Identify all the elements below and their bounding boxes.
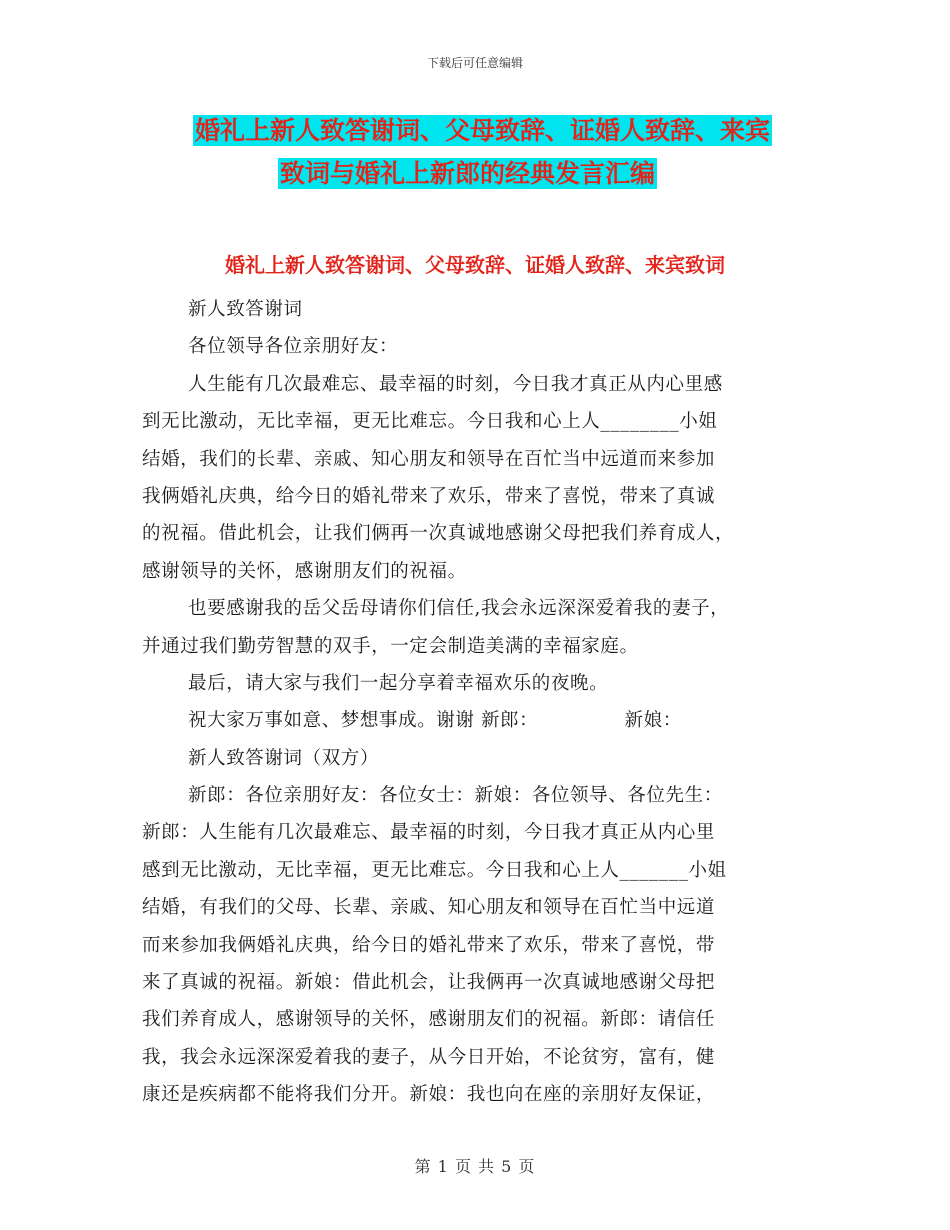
text-line: 新人致答谢词 xyxy=(188,299,303,320)
text-line: 新人致答谢词（双方） xyxy=(188,747,380,769)
text-line: 最后，请大家与我们一起分享着幸福欢乐的夜晚。 xyxy=(188,672,609,694)
title-line-2 xyxy=(278,157,657,191)
text-line: 康还是疾病都不能将我们分开。新娘：我也向在座的亲朋好友保证， xyxy=(142,1084,716,1106)
text-line: 结婚，有我们的父母、长辈、亲戚、知心朋友和领导在百忙当中远道 xyxy=(142,897,716,919)
text-line: 祝大家万事如意、梦想事成。谢谢 新郎： 新娘： xyxy=(188,710,682,732)
title-line-1 xyxy=(193,114,772,148)
text-line: 的祝福。借此机会，让我们俩再一次真诚地感谢父母把我们养育成人， xyxy=(142,523,735,545)
text-line: 来了真诚的祝福。新娘：借此机会，让我俩再一次真诚地感谢父母把 xyxy=(142,972,716,994)
text-line: 人生能有几次最难忘、最幸福的时刻，今日我才真正从内心里感 xyxy=(188,373,723,395)
section-heading: 婚礼上新人致答谢词、父母致辞、证婚人致辞、来宾致词 xyxy=(225,253,725,277)
text-line: 新郎：人生能有几次最难忘、最幸福的时刻，今日我才真正从内心里 xyxy=(142,822,716,844)
header-note: 下载后可任意编辑 xyxy=(426,56,523,70)
title-line-1-text: 婚礼上新人致答谢词、父母致辞、证婚人致辞、来宾 xyxy=(195,116,771,145)
text-line: 到无比激动，无比幸福，更无比难忘。今日我和心上人________小姐 xyxy=(142,411,718,433)
text-line: 我俩婚礼庆典，给今日的婚礼带来了欢乐，带来了喜悦，带来了真诚 xyxy=(142,485,716,507)
body-text xyxy=(142,291,802,1114)
text-line: 感谢领导的关怀，感谢朋友们的祝福。 xyxy=(142,560,467,582)
text-line: 结婚，我们的长辈、亲戚、知心朋友和领导在百忙当中远道而来参加 xyxy=(142,448,716,470)
text-line: 而来参加我俩婚礼庆典，给今日的婚礼带来了欢乐，带来了喜悦，带 xyxy=(142,934,716,956)
text-line: 也要感谢我的岳父岳母请你们信任,我会永远深深爱着我的妻子， xyxy=(188,598,730,620)
text-line: 新郎：各位亲朋好友：各位女士：新娘：各位领导、各位先生： xyxy=(188,785,723,807)
text-line: 我，我会永远深深爱着我的妻子，从今日开始，不论贫穷，富有，健 xyxy=(142,1046,716,1068)
text-line: 我们养育成人，感谢领导的关怀，感谢朋友们的祝福。新郎：请信任 xyxy=(142,1009,716,1031)
text-line: 感到无比激动，无比幸福，更无比难忘。今日我和心上人_______小姐 xyxy=(142,859,727,881)
text-line: 各位领导各位亲朋好友： xyxy=(188,336,399,358)
page-footer: 第 1 页 共 5 页 xyxy=(414,1157,536,1176)
title-line-2-text: 致词与婚礼上新郎的经典发言汇编 xyxy=(280,159,656,188)
text-line: 并通过我们勤劳智慧的双手，一定会制造美满的幸福家庭。 xyxy=(142,635,639,657)
